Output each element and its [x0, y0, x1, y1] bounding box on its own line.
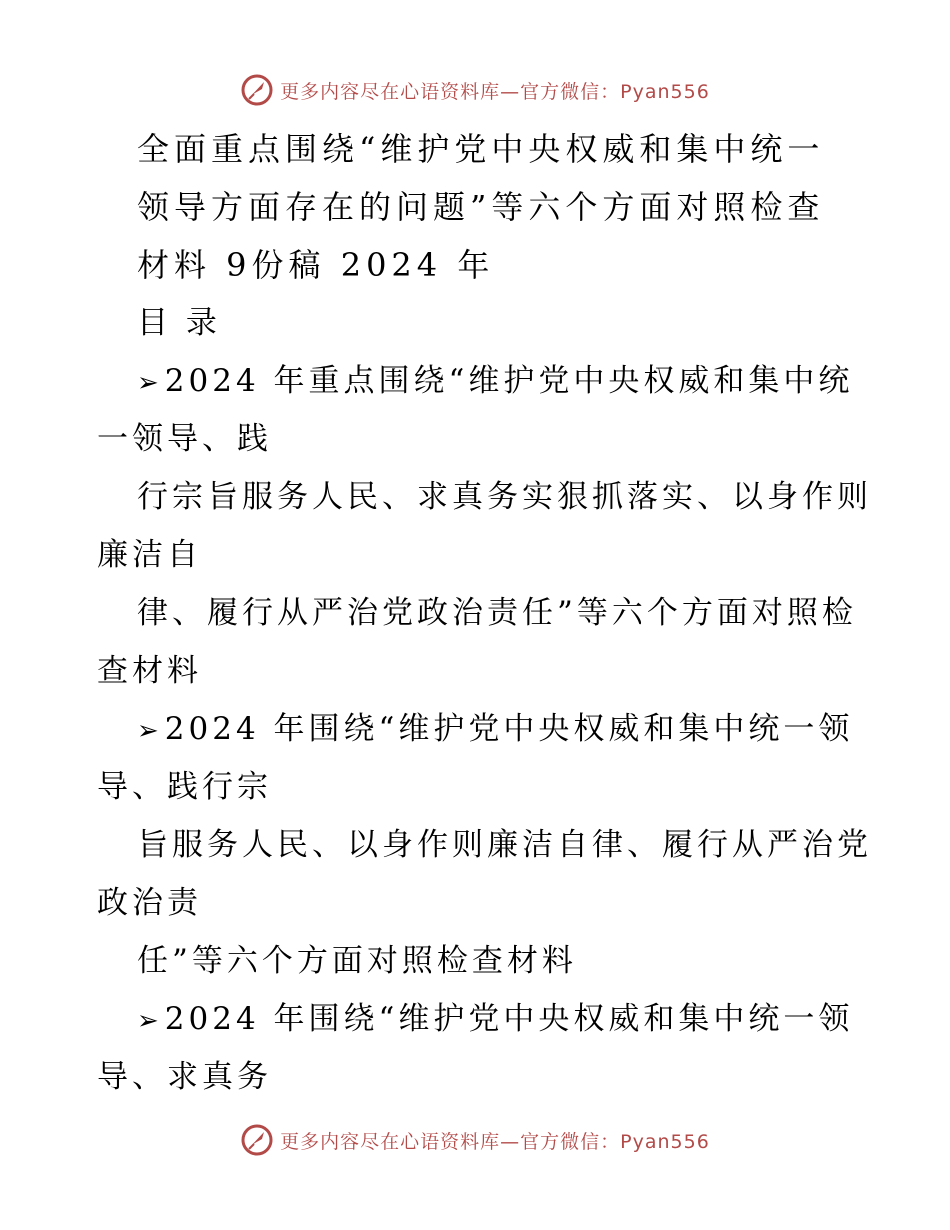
footer-watermark-text: 更多内容尽在心语资料库—官方微信：Pyan556	[280, 1130, 710, 1153]
toc-entry-2-line-4: 政治责	[97, 885, 202, 921]
toc-entry-1-line-3: 行宗旨服务人民、求真务实狠抓落实、以身作则	[137, 479, 872, 515]
toc-heading: 目 录	[137, 305, 221, 341]
toc-entry-1-line-6: 查材料	[97, 653, 202, 689]
toc-entry-1-line-4: 廉洁自	[97, 537, 202, 573]
document-title-line-3: 材料 9份稿 2024 年	[137, 246, 495, 284]
document-title-line-2: 领导方面存在的问题”等六个方面对照检查	[137, 188, 825, 226]
quill-logo-icon	[240, 1123, 274, 1157]
toc-entry-1-line-1	[97, 352, 857, 410]
toc-entry-1-line-5: 律、履行从严治党政治责任”等六个方面对照检	[137, 595, 857, 631]
document-title-line-1: 全面重点围绕“维护党中央权威和集中统一	[137, 130, 825, 168]
bullet-arrow-icon: ➢	[137, 368, 163, 398]
document-body	[97, 120, 872, 1106]
toc-entry-2-line-2: 导、践行宗	[97, 769, 272, 805]
footer-watermark-banner	[0, 1120, 950, 1160]
bullet-arrow-icon: ➢	[137, 716, 163, 746]
bullet-arrow-icon: ➢	[137, 1006, 163, 1036]
header-watermark-banner	[0, 70, 950, 110]
toc-entry-2-line-1	[97, 700, 857, 758]
toc-entry-text: 2024 年围绕“维护党中央权威和集中统一领	[164, 711, 854, 747]
header-watermark-text: 更多内容尽在心语资料库—官方微信：Pyan556	[280, 80, 710, 103]
toc-entry-text: 2024 年重点围绕“维护党中央权威和集中统	[164, 363, 854, 399]
toc-entry-1-line-2: 一领导、践	[97, 421, 272, 457]
toc-entry-3-line-2: 导、求真务	[97, 1059, 272, 1095]
toc-entry-3-line-1	[97, 990, 857, 1048]
toc-entry-2-line-5: 任”等六个方面对照检查材料	[137, 943, 577, 979]
quill-logo-icon	[240, 73, 274, 107]
toc-entry-2-line-3: 旨服务人民、以身作则廉洁自律、履行从严治党	[137, 827, 872, 863]
toc-entry-text: 2024 年围绕“维护党中央权威和集中统一领	[164, 1001, 854, 1037]
